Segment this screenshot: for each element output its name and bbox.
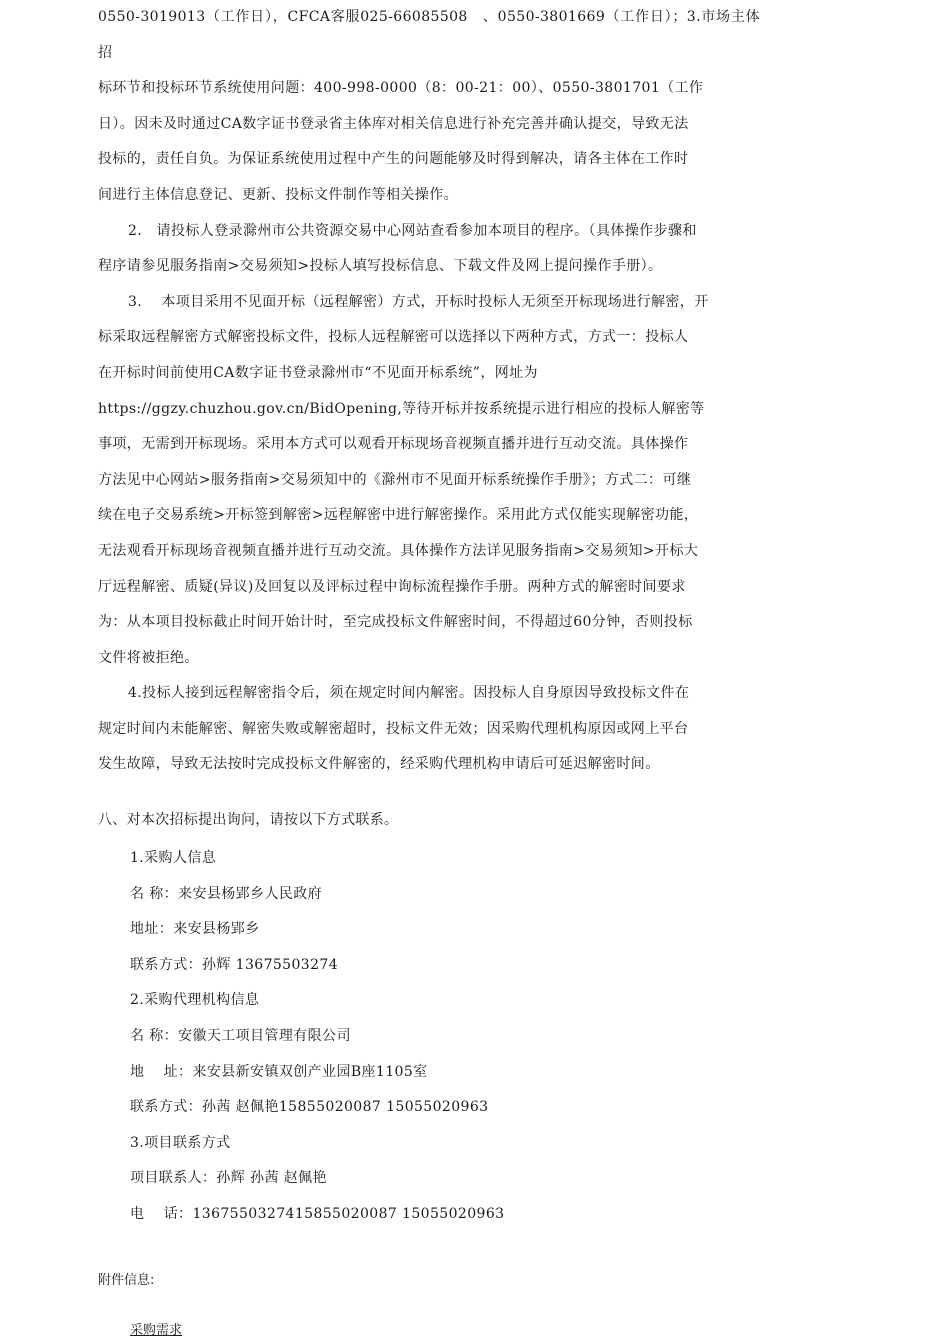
text-line: 0550-3019013（工作日），CFCA客服025-66085508 、0550-3801669（工作日）；3.市场主体招 xyxy=(98,9,760,61)
text-line: 发生故障，导致无法按时完成投标文件解密的，经采购代理机构申请后可延迟解密时间。 xyxy=(98,756,660,773)
purchaser-title: 1.采购人信息 xyxy=(130,850,217,867)
purchaser-address: 地址：来安县杨郢乡 xyxy=(130,921,260,938)
text-line: 续在电子交易系统>开标签到解密>远程解密中进行解密操作。采用此方式仅能实现解密功能， xyxy=(98,507,699,524)
contact-info-block xyxy=(98,841,760,1233)
text-line: 4.投标人接到远程解密指令后，须在规定时间内解密。因投标人自身原因导致投标文件在 xyxy=(128,685,690,702)
text-line: 无法观看开标现场音视频直播并进行互动交流。具体操作方法详见服务指南>交易须知>开标大 xyxy=(98,542,699,559)
section-8-heading: 八、对本次招标提出询问，请按以下方式联系。 xyxy=(98,812,399,829)
item-3-paragraph xyxy=(98,285,760,677)
purchaser-name: 名 称：来安县杨郢乡人民政府 xyxy=(130,885,323,902)
purchaser-contact: 联系方式：孙辉 13675503274 xyxy=(130,956,339,973)
agency-contact: 联系方式：孙茜 赵佩艳15855020087 15055020963 xyxy=(130,1099,489,1116)
project-contact-person: 项目联系人：孙辉 孙茜 赵佩艳 xyxy=(130,1170,327,1187)
text-line: 标环节和投标环节系统使用问题：400-998-0000（8：00-21：00）、0550-3801701（工作 xyxy=(98,80,704,97)
project-contact-title: 3.项目联系方式 xyxy=(130,1134,231,1151)
text-line: 厅远程解密、质疑(异议)及回复以及评标过程中询标流程操作手册。两种方式的解密时间要求 xyxy=(98,578,686,595)
project-contact-phone: 电 话：1367550327415855020087 15055020963 xyxy=(130,1206,505,1222)
text-line: 规定时间内未能解密、解密失败或解密超时，投标文件无效；因采购代理机构原因或网上平台 xyxy=(98,720,689,737)
text-line: 投标的，责任自负。为保证系统使用过程中产生的问题能够及时得到解决，请各主体在工作时 xyxy=(98,151,689,168)
text-line: 间进行主体信息登记、更新、投标文件制作等相关操作。 xyxy=(98,186,458,203)
text-line: https://ggzy.chuzhou.gov.cn/BidOpening,等待开标并按系统提示进行相应的投标人解密等 xyxy=(98,400,705,417)
text-line: 在开标时间前使用CA数字证书登录滁州市“不见面开标系统”，网址为 xyxy=(98,364,538,381)
attachments-label: 附件信息: xyxy=(98,1272,155,1288)
text-line: 2. 请投标人登录滁州市公共资源交易中心网站查看参加本项目的程序。（具体操作步骤和 xyxy=(128,222,697,239)
text-line: 3. 本项目采用不见面开标（远程解密）方式，开标时投标人无须至开标现场进行解密，开 xyxy=(128,293,709,310)
agency-address: 地 址：来安县新安镇双创产业园B座1105室 xyxy=(130,1063,428,1080)
text-line: 程序请参见服务指南>交易须知>投标人填写投标信息、下载文件及网上提问操作手册）。 xyxy=(98,258,663,275)
agency-title: 2.采购代理机构信息 xyxy=(130,992,260,1009)
text-line: 方法见中心网站>服务指南>交易须知中的《滁州市不见面开标系统操作手册》；方式二：可继 xyxy=(98,471,692,488)
document-page xyxy=(98,0,760,1341)
agency-name: 名 称：安徽天工项目管理有限公司 xyxy=(130,1028,351,1045)
text-line: 为：从本项目投标截止时间开始计时，至完成投标文件解密时间，不得超过60分钟，否则投标 xyxy=(98,614,693,631)
text-line: 标采取远程解密方式解密投标文件，投标人远程解密可以选择以下两种方式，方式一：投标人 xyxy=(98,329,689,346)
item-4-paragraph xyxy=(98,676,760,783)
text-line: 日）。因未及时通过CA数字证书登录省主体库对相关信息进行补充完善并确认提交，导致无法 xyxy=(98,115,689,132)
text-line: 文件将被拒绝。 xyxy=(98,649,199,666)
intro-paragraph xyxy=(98,0,760,214)
attachment-link-procurement-requirements[interactable]: 采购需求 xyxy=(130,1322,183,1338)
text-line: 事项，无需到开标现场。采用本方式可以观看开标现场音视频直播并进行互动交流。具体操作 xyxy=(98,436,689,453)
item-2-paragraph xyxy=(98,214,760,285)
